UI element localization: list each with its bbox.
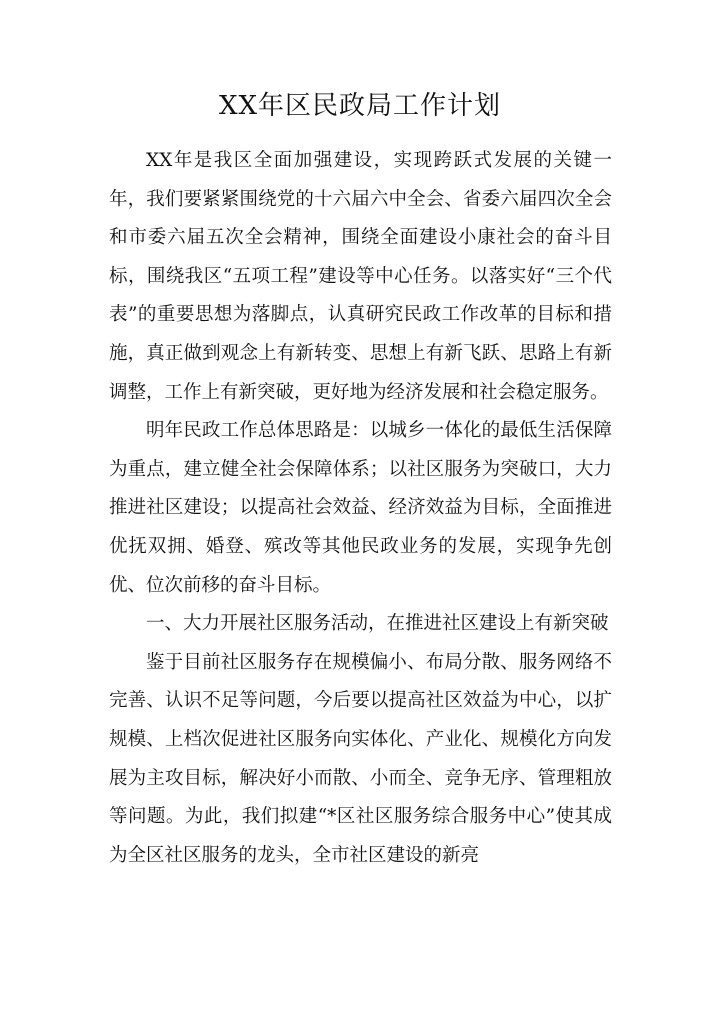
paragraph-intro: XX年是我区全面加强建设，实现跨跃式发展的关键一年，我们要紧紧围绕党的十六届六中全会、省委六届四次全会和市委六届五次全会精神，围绕全面建设小康社会的奋斗目标，围绕我区“五项工程”建设等中心任务。以落实好“三个代表”的重要思想为落脚点，认真研究民政工作改革的目标和措施，真正做到观念上有新转变、思想上有新飞跃、思路上有新调整，工作上有新突破，更好地为经济发展和社会稳定服务。 [109, 150, 612, 403]
document-title: XX年区民政局工作计划 [218, 91, 502, 121]
paragraph-community-service: 鉴于目前社区服务存在规模偏小、布局分散、服务网络不完善、认识不足等问题，今后要以提高社区效益为中心，以扩规模、上档次促进社区服务向实体化、产业化、规模化方向发展为主攻目标，解决好小而散、小而全、竞争无序、管理粗放等问题。为此，我们拟建“*区社区服务综合服务中心”使其成为全区社区服务的龙头，全市社区建设的新亮 [109, 651, 612, 866]
paragraph-overall-approach: 明年民政工作总体思路是：以城乡一体化的最低生活保障为重点，建立健全社会保障体系；以社区服务为突破口，大力推进社区建设；以提高社会效益、经济效益为目标，全面推进优抚双拥、婚登、殡改等其他民政业务的发展，实现争先创优、位次前移的奋斗目标。 [109, 420, 612, 596]
section-heading-community-service: 一、大力开展社区服务活动，在推进社区建设上有新突破 [146, 613, 609, 635]
document-body [109, 142, 612, 875]
